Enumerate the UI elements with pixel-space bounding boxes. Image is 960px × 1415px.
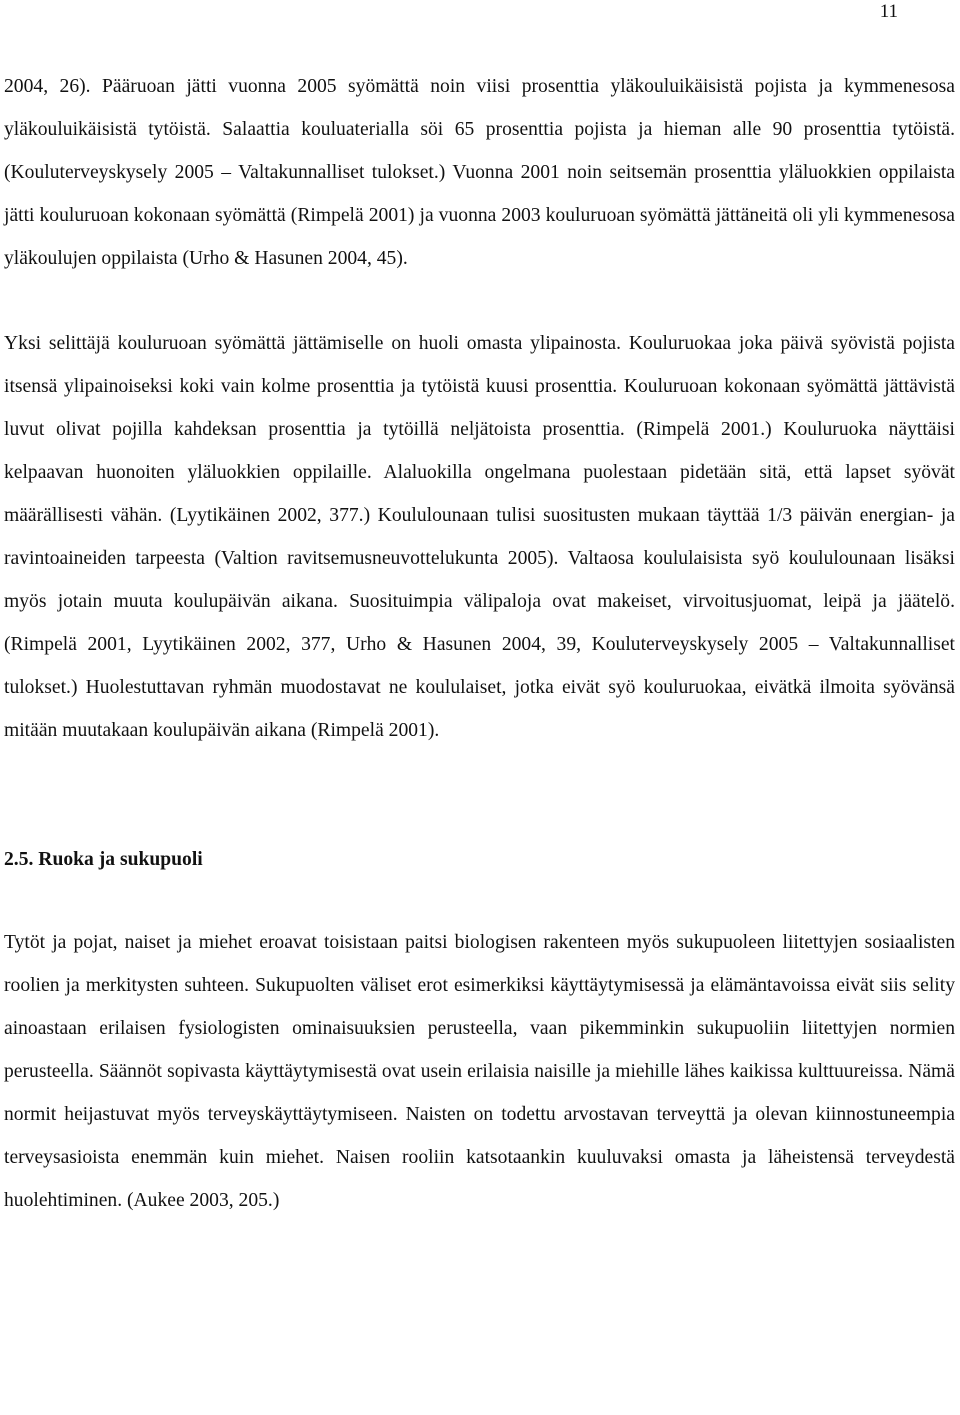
paragraph-spacer <box>4 280 955 322</box>
page-number: 11 <box>879 1 898 22</box>
section-heading: 2.5. Ruoka ja sukupuoli <box>4 849 203 870</box>
section-spacer <box>4 752 955 838</box>
document-body <box>4 65 955 1222</box>
paragraph-school-meal-skipping: 2004, 26). Pääruoan jätti vuonna 2005 syömättä noin viisi prosenttia yläkouluikäisistä pojista ja kymmenesosa yläkouluikäisistä tytöistä. Salaattia kouluaterialla söi 65 prosenttia pojista ja hieman alle 90 prosenttia tytöistä. (Kouluterveyskysely 2005 – Valtakunnalliset tulokset.) Vuonna 2001 noin seitsemän prosenttia yläluokkien oppilaista jätti kouluruoan kokonaan syömättä (Rimpelä 2001) ja vuonna 2003 kouluruoan syömättä jättäneitä oli yli kymmenesosa yläkoulujen oppilaista (Urho & Hasunen 2004, 45). <box>4 76 955 269</box>
paragraph-gender-and-health: Tytöt ja pojat, naiset ja miehet eroavat toisistaan paitsi biologisen rakenteen myös sukupuoleen liitettyjen sosiaalisten roolien ja merkitysten suhteen. Sukupuolten väliset erot esimerkiksi käyttäytymisessä ja elämäntavoissa eivät siis selity ainoastaan erilaisen fysiologisten ominaisuuksien perusteella, vaan pikemminkin sukupuoliin liitettyjen normien perusteella. Säännöt sopivasta käyttäytymisestä ovat usein erilaisia naisille ja miehille lähes kaikissa kulttuureissa. Nämä normit heijastuvat myös terveyskäyttäytymiseen. Naisten on todettu arvostavan terveyttä ja olevan kiinnostuneempia terveysasioista enemmän kuin miehet. Naisen rooliin katsotaankin kuuluvaksi omasta ja läheistensä terveydestä huolehtiminen. (Aukee 2003, 205.) <box>4 932 955 1211</box>
heading-spacer <box>4 881 955 921</box>
paragraph-overweight-concern: Yksi selittäjä kouluruoan syömättä jättämiselle on huoli omasta ylipainosta. Kouluruokaa joka päivä syövistä pojista itsensä ylipainoiseksi koki vain kolme prosenttia ja tytöistä kuusi prosenttia. Kouluruoan kokonaan syömättä jättävistä luvut olivat pojilla kahdeksan prosenttia ja tytöillä neljätoista prosenttia. (Rimpelä 2001.) Kouluruoka näyttäisi kelpaavan huonoiten yläluokkien oppilaille. Alaluokilla ongelmana puolestaan pidetään sitä, että lapset syövät määrällisesti vähän. (Lyytikäinen 2002, 377.) Koululounaan tulisi suositusten mukaan täyttää 1/3 päivän energian- ja ravintoaineiden tarpeesta (Valtion ravitsemusneuvottelukunta 2005). Valtaosa koululaisista syö koululounaan lisäksi myös jotain muuta koulupäivän aikana. Suosituimpia välipaloja ovat makeiset, virvoitusjuomat, leipä ja jäätelö. (Rimpelä 2001, Lyytikäinen 2002, 377, Urho & Hasunen 2004, 39, Kouluterveyskysely 2005 – Valtakunnalliset tulokset.) Huolestuttavan ryhmän muodostavat ne koululaiset, jotka eivät syö kouluruokaa, eivätkä ilmoita syövänsä mitään muutakaan koulupäivän aikana (Rimpelä 2001). <box>4 333 955 741</box>
